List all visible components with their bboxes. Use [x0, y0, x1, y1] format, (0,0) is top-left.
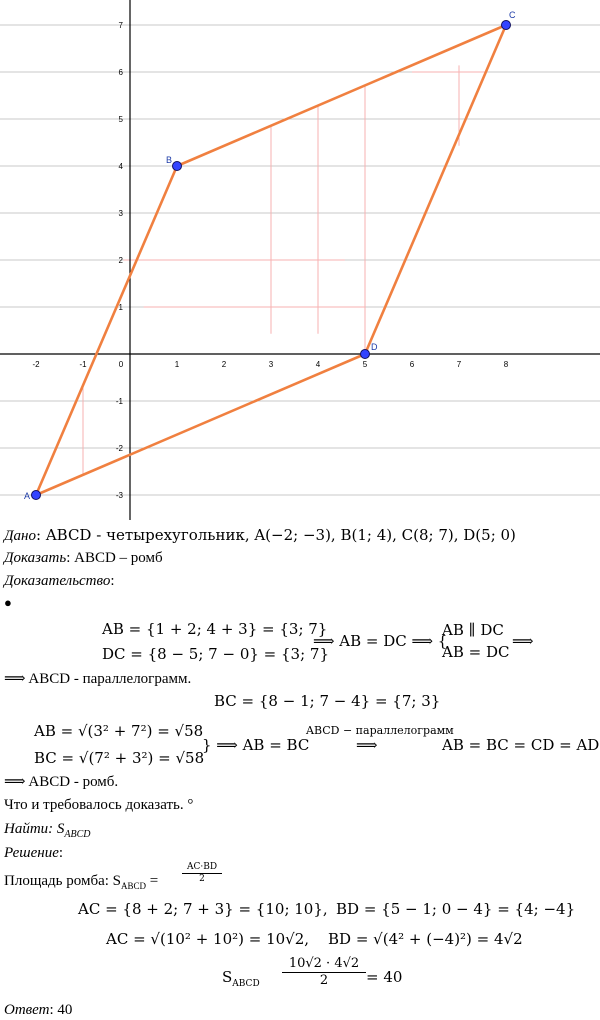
area-denominator: 2 — [199, 874, 205, 884]
y-tick-label: -1 — [115, 397, 123, 406]
bullet: ● — [4, 595, 12, 610]
y-tick-label: 7 — [118, 21, 123, 30]
side-BC — [177, 25, 506, 166]
s-fraction — [282, 956, 366, 989]
area-result — [222, 968, 260, 993]
area-formula — [4, 872, 158, 895]
s-label: S — [222, 968, 233, 986]
point-label-d: D — [371, 342, 378, 352]
point-label-b: B — [166, 155, 173, 165]
parallelogram-conclusion: ⟹ ABCD - параллелограмм. — [4, 671, 192, 687]
point-label-a: A — [24, 491, 31, 501]
y-tick-label: 4 — [118, 162, 123, 171]
length-bc: BC = √(7² + 3²) = √58 — [34, 749, 205, 767]
s-result: = 40 — [366, 968, 403, 986]
point-a — [32, 491, 41, 500]
area-eq: = — [146, 873, 159, 889]
find-sub: ABCD — [64, 829, 91, 840]
length-ab: AB = √(3² + 7²) = √58 — [34, 722, 204, 740]
side-CD — [365, 25, 506, 354]
rhombus-conclusion: ⟹ ABCD - ромб. — [4, 774, 119, 790]
y-tick-label: -2 — [115, 444, 123, 453]
area-sub: ABCD — [121, 881, 147, 891]
find-body: : S — [48, 821, 65, 837]
side-AB — [36, 166, 177, 495]
arrow-note: ABCD − параллелограмм — [306, 724, 454, 737]
vector-ab: AB = {1 + 2; 4 + 3} = {3; 7} — [102, 620, 328, 638]
x-tick-label: 1 — [174, 360, 180, 369]
prove-line — [4, 549, 163, 567]
s-numerator: 10√2 · 4√2 — [282, 956, 366, 973]
side-DA — [36, 354, 365, 495]
proof-label: Доказательство — [4, 573, 111, 589]
equal-condition: AB = DC — [442, 643, 510, 661]
area-numerator: AC·BD — [182, 862, 222, 874]
answer-line — [4, 1001, 72, 1019]
x-tick-label: -2 — [32, 360, 40, 369]
point-d — [361, 350, 370, 359]
proof-line — [4, 572, 115, 590]
area-fraction — [182, 862, 222, 885]
y-tick-label: 6 — [118, 68, 123, 77]
prove-body: : ABCD – ромб — [66, 550, 163, 566]
given-line — [4, 526, 516, 545]
point-b — [173, 162, 182, 171]
x-tick-label: 5 — [362, 360, 368, 369]
y-tick-label: 2 — [118, 256, 123, 265]
all-sides-equal: AB = BC = CD = AD — [442, 736, 600, 754]
point-c — [502, 21, 511, 30]
x-tick-label: 2 — [221, 360, 227, 369]
x-tick-label: 6 — [409, 360, 415, 369]
solution-colon: : — [58, 845, 64, 861]
x-tick-label: 4 — [315, 360, 321, 369]
long-arrow: ⟹ — [356, 736, 378, 754]
length-ac: AC = √(10² + 10²) = 10√2, — [106, 930, 310, 948]
proof-colon: : — [110, 573, 115, 589]
length-bd: BD = √(4² + (−4)²) = 4√2 — [328, 930, 523, 948]
area-text: Площадь ромба: S — [4, 873, 122, 889]
given-body: : ABCD - четырехугольник, A(−2; −3), B(1; 4), C(8; 7), D(5; 0) — [36, 526, 516, 544]
vertices — [24, 10, 516, 501]
implies-arrow: ⟹ — [512, 632, 534, 650]
s-denominator: 2 — [319, 973, 329, 988]
x-tick-label: 3 — [268, 360, 274, 369]
x-tick-label: 7 — [456, 360, 462, 369]
x-tick-label: 8 — [503, 360, 509, 369]
parallel-condition: AB ∥ DC — [442, 621, 504, 639]
point-label-c: C — [509, 10, 516, 20]
find-line — [4, 820, 91, 844]
prove-label: Доказать — [4, 550, 67, 566]
answer-label: Ответ — [4, 1002, 50, 1018]
solution-line — [4, 844, 63, 862]
x-tick-label: -1 — [79, 360, 87, 369]
y-tick-label: 1 — [118, 303, 123, 312]
vector-dc: DC = {8 − 5; 7 − 0} = {3; 7} — [102, 645, 329, 663]
x-tick-label: 0 — [118, 360, 124, 369]
vector-equality: ⟹ AB = DC ⟹ { — [313, 632, 448, 650]
vector-bc: BC = {8 − 1; 7 − 4} = {7; 3} — [214, 692, 441, 710]
y-tick-label: -3 — [115, 491, 123, 500]
y-tick-label: 5 — [118, 115, 123, 124]
qed-line: Что и требовалось доказать. ° — [4, 797, 194, 813]
vector-ac: AC = {8 + 2; 7 + 3} = {10; 10}, — [78, 900, 328, 918]
y-tick-label: 3 — [118, 209, 123, 218]
vector-bd: BD = {5 − 1; 0 − 4} = {4; −4} — [336, 900, 576, 918]
solution-label: Решение — [4, 845, 59, 861]
s-sub: ABCD — [232, 979, 260, 989]
answer-body: : 40 — [49, 1002, 73, 1018]
given-label: Дано — [4, 528, 36, 544]
ab-equals-bc: } ⟹ AB = BC — [202, 736, 310, 754]
find-label: Найти — [4, 821, 49, 837]
helper-lines — [83, 65, 486, 474]
